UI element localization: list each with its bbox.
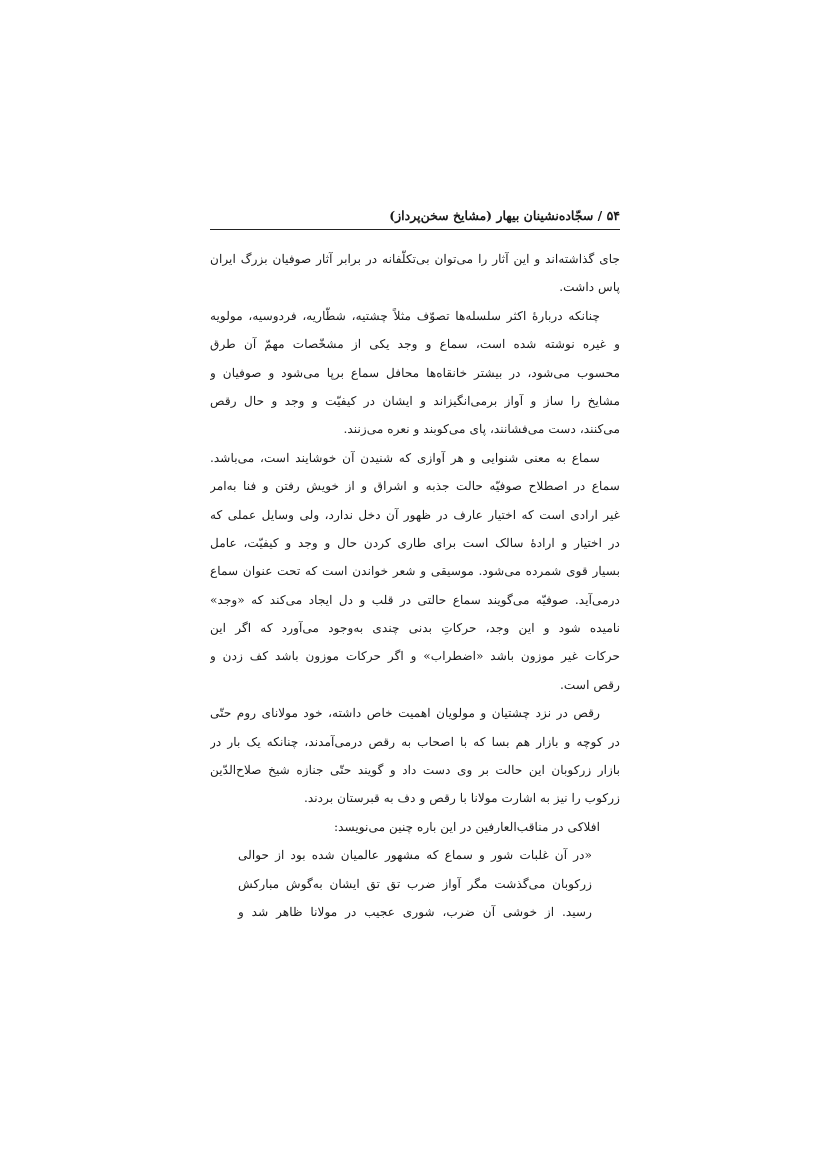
text-line: چنانکه دربارهٔ اکثر سلسله‌ها تصوّف مثلاً چشتیه، شطّاریه، فردوسیه، مولویه (210, 308, 600, 323)
text-line: نامیده شود و این وجد، حرکاتِ بدنی چندی به‌وجود می‌آورد که اگر این (210, 621, 620, 636)
text-line: درمی‌آید. صوفیّه می‌گویند سماع حالتی در قلب و دل ایجاد می‌کند که «وجد» (210, 592, 620, 607)
text-line: در کوچه و بازار هم بسا که با اصحاب به رقص درمی‌آمدند، چنانکه یک بار در (210, 734, 620, 749)
text-line: در اختیار و ارادهٔ سالک است برای طاری کردن حال و وجد و کیفیّت، عامل (210, 535, 620, 550)
text-line: مشایخ را ساز و آواز برمی‌انگیزاند و ایشان در کیفیّت و وجد و حال رقص (210, 393, 620, 408)
header-rule (210, 229, 620, 230)
text-line: می‌کنند، دست می‌فشانند، پای می‌کوبند و نعره می‌زنند. (343, 422, 620, 437)
text-line: و غیره نوشته شده است، سماع و وجد یکی از مشخّصات مهمّ آن طرق (210, 337, 620, 352)
text-line: بازار زرکوبان این حالت بر وی دست داد و گویند حتّی جنازه شیخ صلاح‌الدّین (210, 763, 620, 778)
quote-line: رسید. از خوشی آن ضرب، شوری عجیب در مولانا ظاهر شد و (238, 904, 592, 919)
text-line: جای گذاشته‌اند و این آثار را می‌توان بی‌تکلّفانه در برابر آثار صوفیان بزرگ ایران (210, 252, 620, 266)
text-line: سماع به معنی شنوایی و هر آوازی که شنیدن آن خوشایند است، می‌باشد. (210, 450, 600, 465)
body-text (210, 245, 620, 926)
text-line: افلاکی در مناقب‌العارفین در این باره چنین می‌نویسد: (333, 819, 600, 834)
text-line: پاس داشت. (559, 280, 620, 295)
text-line: سماع در اصطلاح صوفیّه حالت جذبه و اشراق و از خویش رفتن و فنا به‌امر (210, 479, 620, 494)
quote-line: «در آن غلبات شور و سماع که مشهور عالمیان شده بود از حوالی (238, 848, 592, 863)
text-line: رقص است. (560, 677, 620, 692)
text-line: محسوب می‌شود، در بیشتر خانقاه‌ها محافل سماع برپا می‌شود و صوفیان و (210, 365, 620, 380)
text-line: رقص در نزد چشتیان و مولویان اهمیت خاص داشته، خود مولانای روم حتّی (210, 706, 600, 721)
text-line: غیر ارادی است که اختیار عارف در ظهور آن دخل ندارد، ولی وسایل عملی که (210, 507, 620, 522)
quote-line: زرکوبان می‌گذشت مگر آواز ضرب تق تق ایشان به‌گوش مبارکش (238, 876, 592, 891)
text-line: زرکوب را نیز به اشارت مولانا با رقص و دف به قبرستان بردند. (304, 791, 620, 806)
text-line: حرکات غیر موزون باشد «اضطراب» و اگر حرکات موزون باشد کف زدن و (210, 649, 620, 664)
running-header: ۵۴ / سجّاده‌نشینان بیهار (مشایخ سخن‌پرداز) (389, 208, 620, 223)
text-line: بسیار قوی شمرده می‌شود. موسیقی و شعر خواندن است که تحت عنوان سماع (210, 564, 620, 579)
